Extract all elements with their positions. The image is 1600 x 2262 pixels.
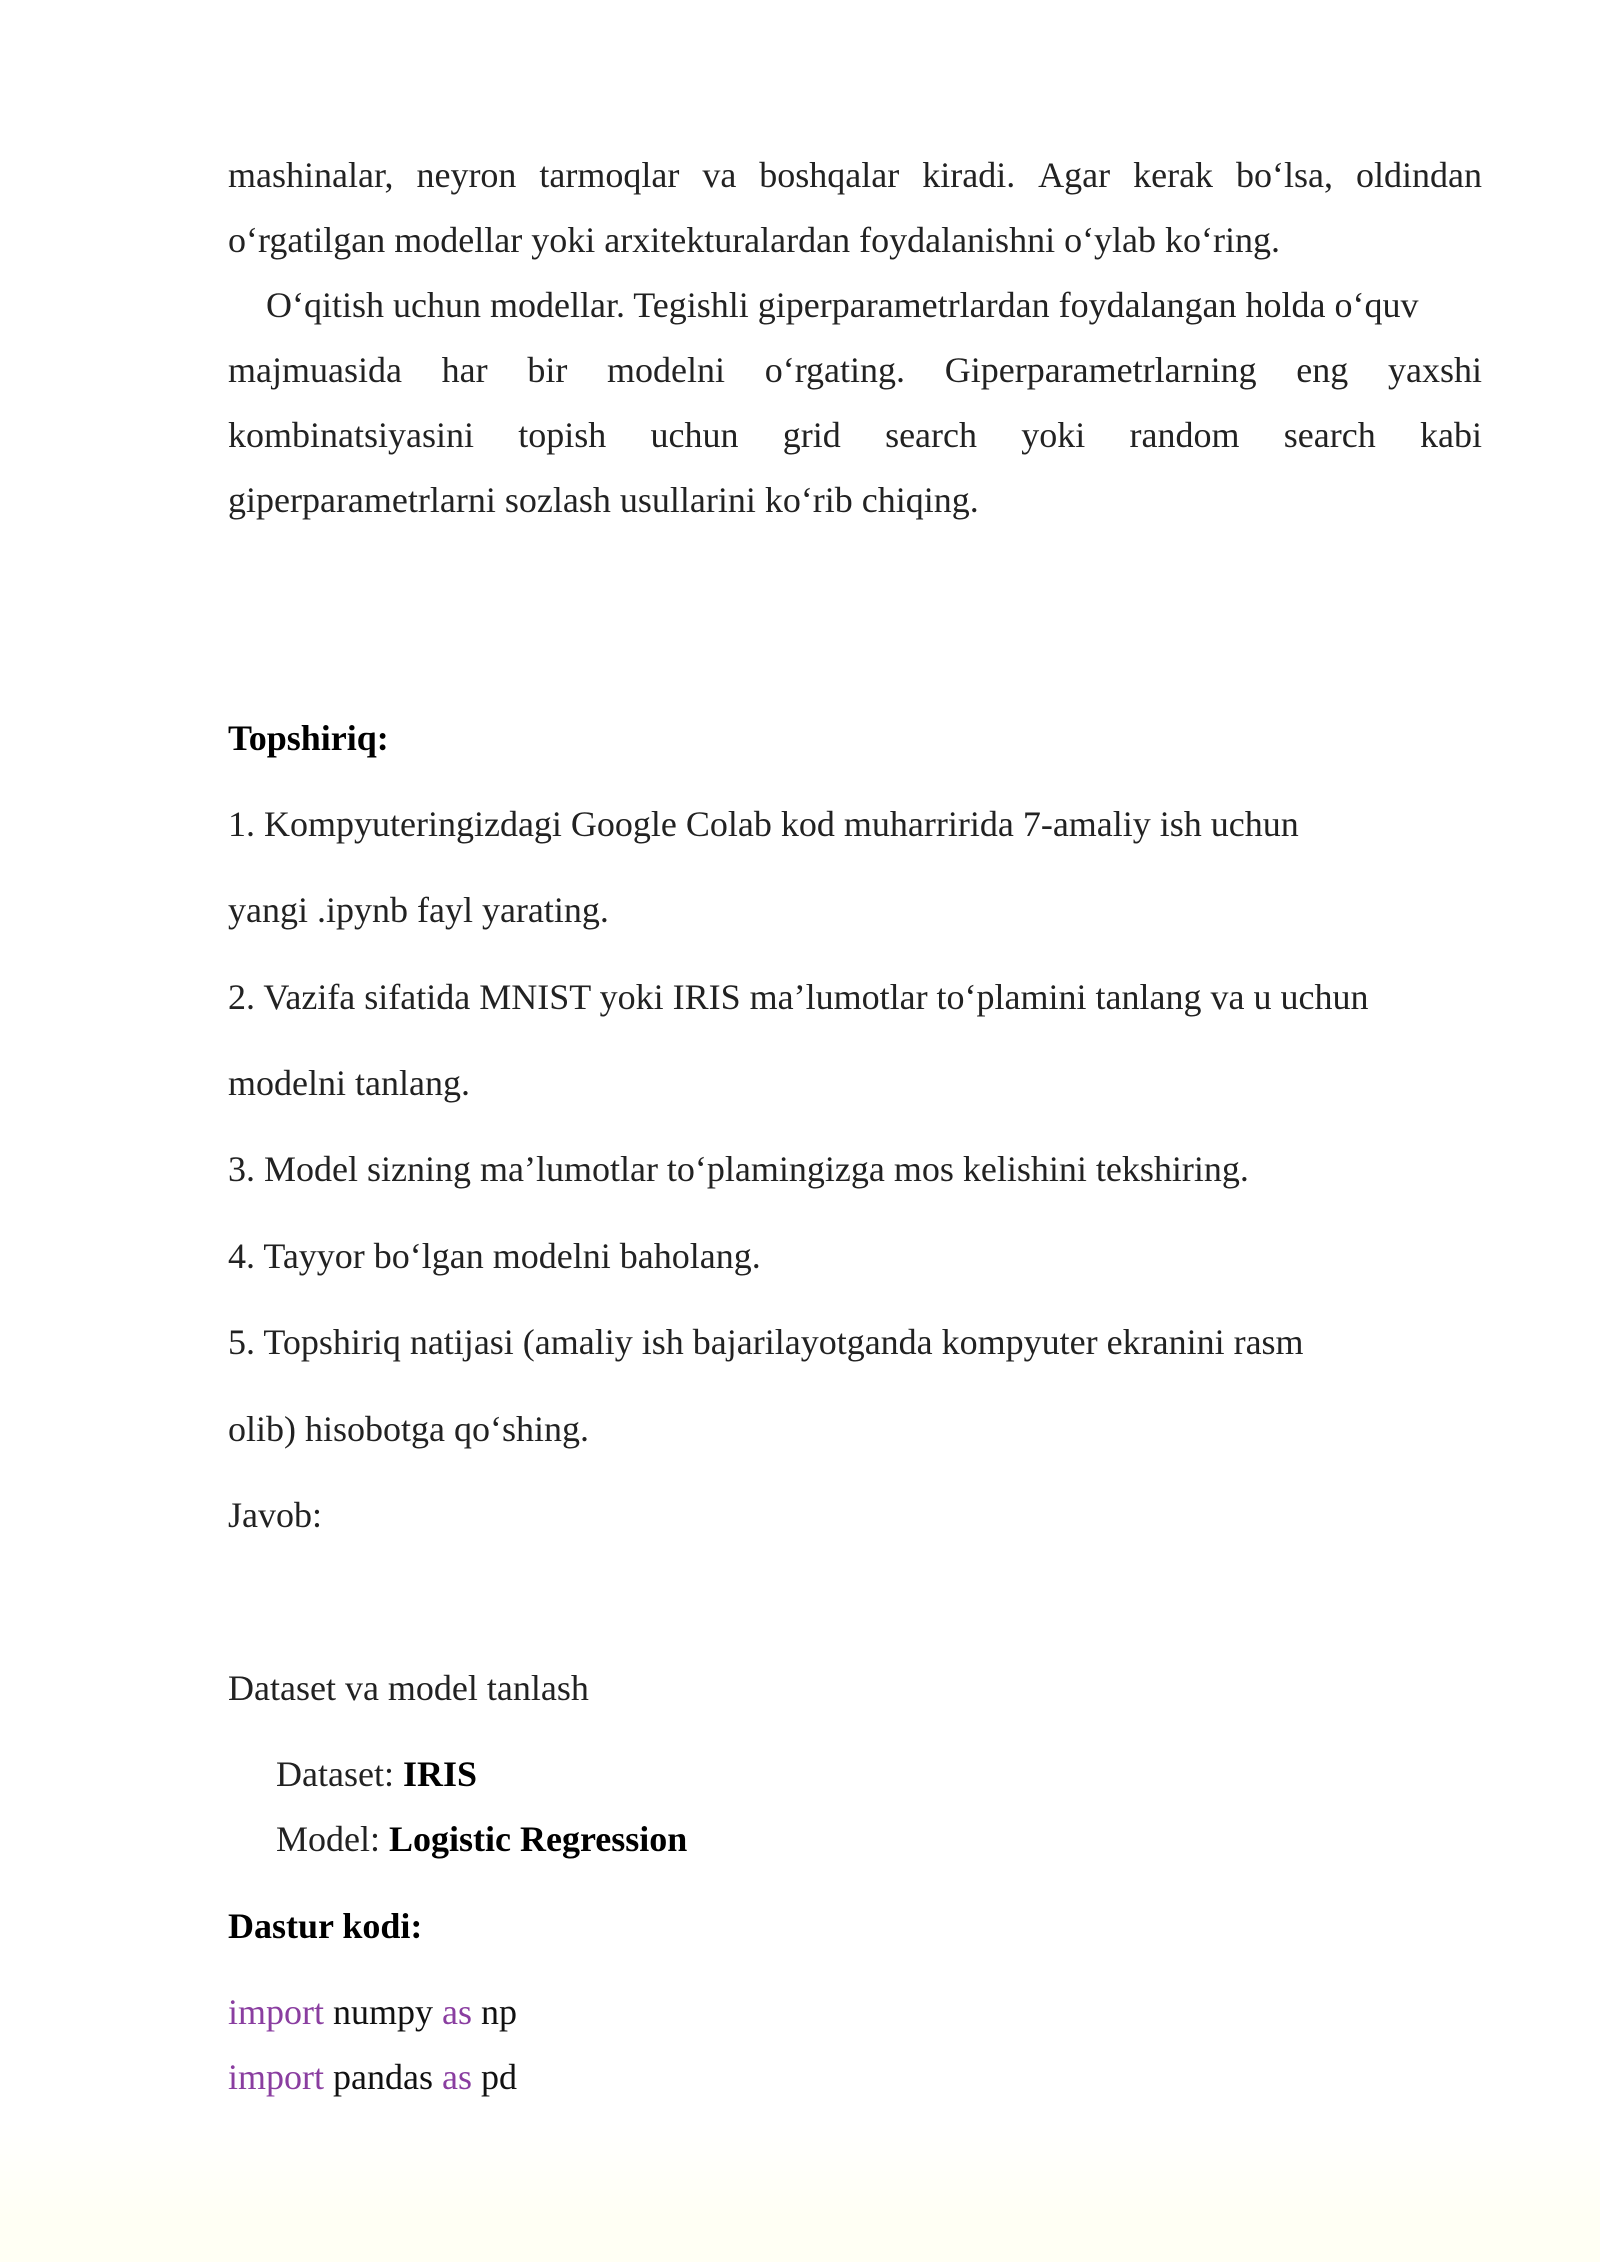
paragraph1-line2: o‘rgatilgan modellar yoki arxitekturalardan foydalanishni o‘ylab ko‘ring. <box>228 220 1281 260</box>
word: kombinatsiyasini <box>228 415 474 455</box>
word: mashinalar, <box>228 155 394 195</box>
page-bottom-fade <box>0 2122 1600 2262</box>
task-item-1-line2: yangi .ipynb fayl yarating. <box>228 890 609 930</box>
task-item-1-line1: 1. Kompyuteringizdagi Google Colab kod muharririda 7-amaliy ish uchun <box>228 804 1299 844</box>
word: neyron <box>416 155 517 195</box>
word: kerak <box>1133 155 1214 195</box>
code-keyword: as <box>442 1992 473 2032</box>
code-keyword: import <box>228 2057 324 2097</box>
code-keyword: import <box>228 1992 324 2032</box>
code-keyword: as <box>441 2057 472 2097</box>
dataset-label: Dataset: <box>276 1754 403 1794</box>
word: yoki <box>1021 415 1086 455</box>
code-line-2 <box>228 2045 517 2110</box>
word: bir <box>527 350 568 390</box>
code-alias: np <box>472 1992 518 2032</box>
word: eng <box>1296 350 1349 390</box>
task-item-4: 4. Tayyor bo‘lgan modelni baholang. <box>228 1236 761 1276</box>
word: random <box>1129 415 1240 455</box>
paragraph1-line1 <box>228 143 1482 208</box>
selection-heading: Dataset va model tanlash <box>228 1668 589 1708</box>
word: Agar <box>1038 155 1111 195</box>
code-module: numpy <box>324 1992 443 2032</box>
word: o‘rgating. <box>764 350 906 390</box>
answer-label: Javob: <box>228 1495 322 1535</box>
task-heading: Topshiriq: <box>228 718 389 758</box>
word: Giperparametrlarning <box>944 350 1257 390</box>
model-label: Model: <box>276 1819 389 1859</box>
paragraph2-line2 <box>228 338 1482 403</box>
task-item-5-line1: 5. Topshiriq natijasi (amaliy ish bajarilayotganda kompyuter ekranini rasm <box>228 1322 1304 1362</box>
word: modelni <box>607 350 726 390</box>
paragraph2-line4: giperparametrlarni sozlash usullarini ko‘rib chiqing. <box>228 480 979 520</box>
task-item-5-line2: olib) hisobotga qo‘shing. <box>228 1409 589 1449</box>
dataset-value: IRIS <box>402 1754 477 1794</box>
code-heading: Dastur kodi: <box>228 1906 423 1946</box>
word: bo‘lsa, <box>1236 155 1334 195</box>
paragraph2-line1: O‘qitish uchun modellar. Tegishli giperparametrlardan foydalangan holda o‘quv <box>266 285 1419 325</box>
word: tarmoqlar <box>539 155 680 195</box>
word: topish <box>518 415 607 455</box>
word: har <box>441 350 488 390</box>
task-item-2-line2: modelni tanlang. <box>228 1063 470 1103</box>
word: va <box>702 155 737 195</box>
code-module: pandas <box>324 2057 442 2097</box>
word: search <box>1283 415 1376 455</box>
word: boshqalar <box>759 155 900 195</box>
code-line-1 <box>228 1980 517 2045</box>
word: grid <box>782 415 841 455</box>
paragraph2-line3 <box>228 403 1482 468</box>
word: search <box>885 415 977 455</box>
word: oldindan <box>1355 155 1482 195</box>
word: yaxshi <box>1387 350 1482 390</box>
model-line <box>276 1807 687 1872</box>
word: kiradi. <box>922 155 1016 195</box>
code-alias: pd <box>471 2057 517 2097</box>
model-value: Logistic Regression <box>389 1819 688 1859</box>
word: uchun <box>650 415 739 455</box>
task-item-2-line1: 2. Vazifa sifatida MNIST yoki IRIS ma’lumotlar to‘plamini tanlang va u uchun <box>228 977 1369 1017</box>
task-item-3: 3. Model sizning ma’lumotlar to‘plamingizga mos kelishini tekshiring. <box>228 1149 1249 1189</box>
word: majmuasida <box>228 350 402 390</box>
dataset-line <box>276 1742 477 1807</box>
word: kabi <box>1419 415 1482 455</box>
